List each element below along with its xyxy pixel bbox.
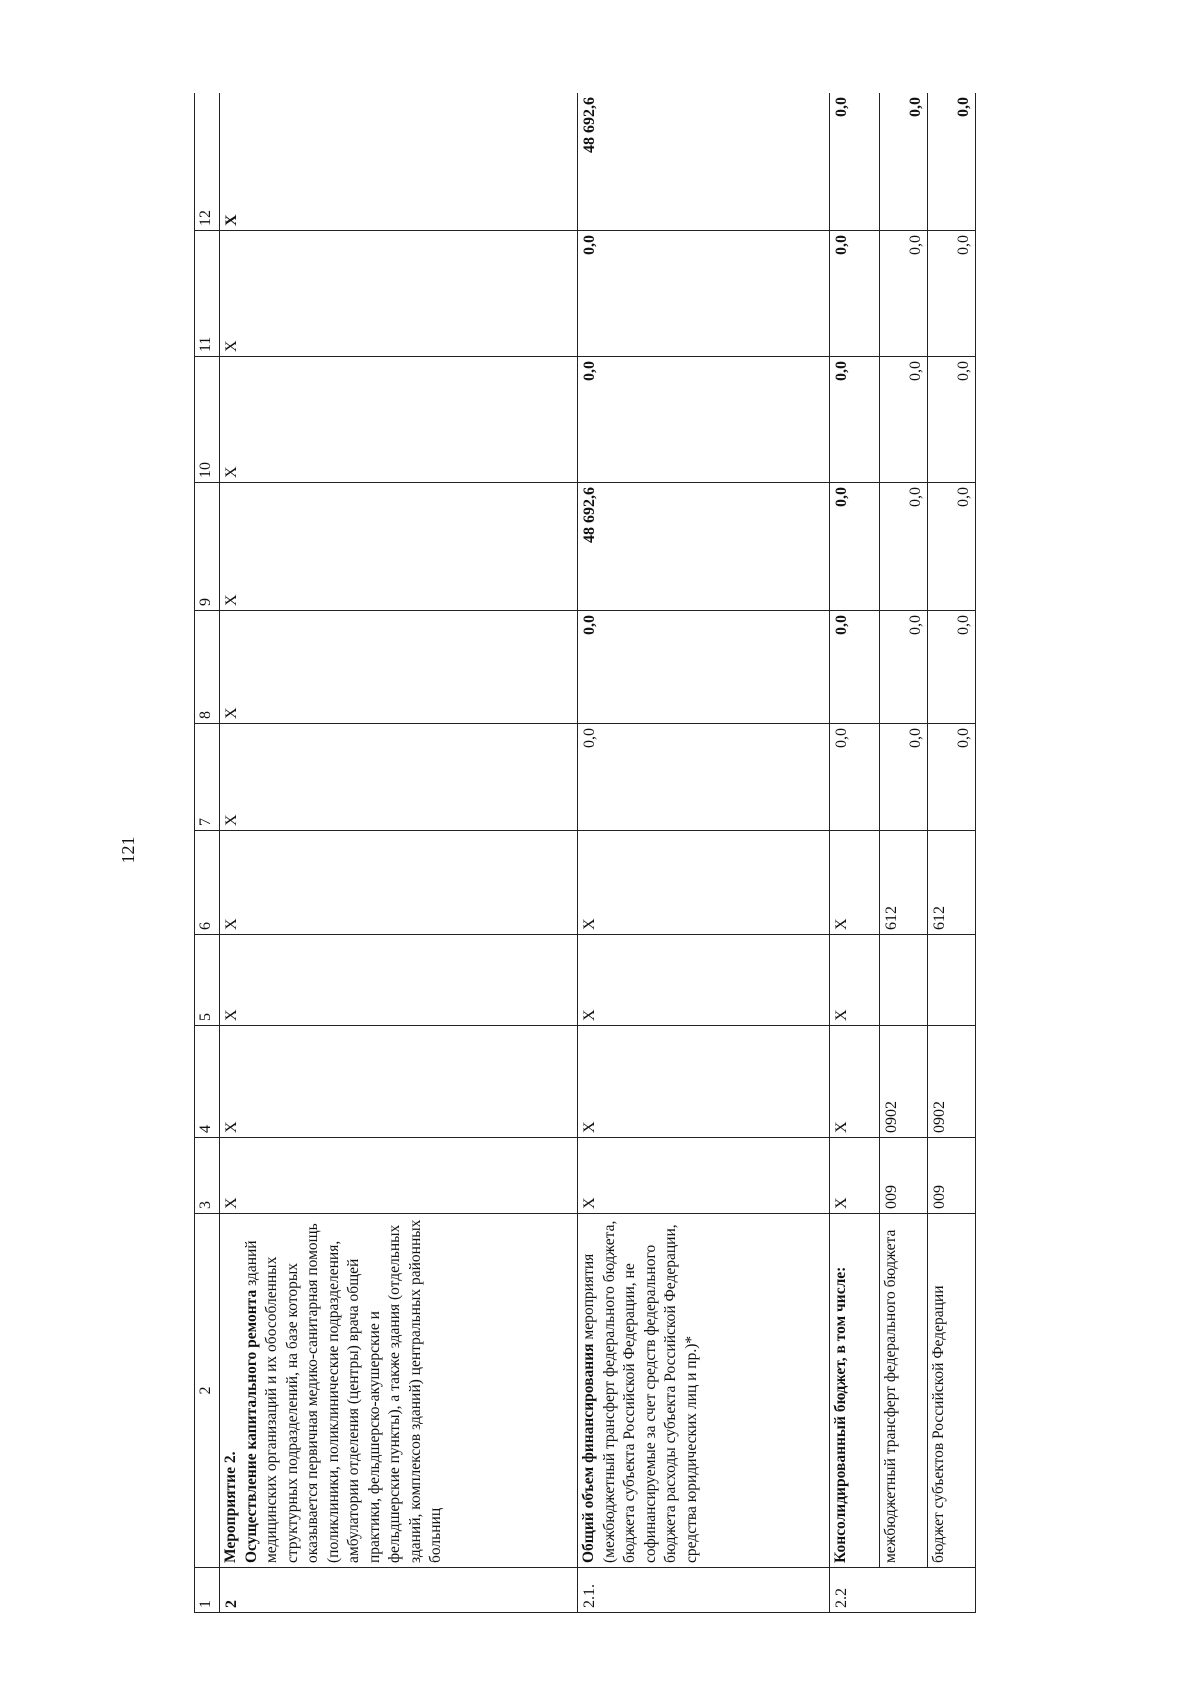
cell-c8: 0,0 [880,611,928,724]
financing-table [194,93,976,1613]
col-num-4: 4 [195,1026,220,1138]
cell-c4: Х [220,1026,578,1138]
cell-c7: 0,0 [578,724,830,831]
cell-c12: 0,0 [928,93,976,231]
col-num-7: 7 [195,724,220,831]
cell-c10: 0,0 [578,357,830,483]
cell-c10: 0,0 [830,357,880,483]
cell-c3: Х [830,1138,880,1214]
cell-c3: 009 [928,1138,976,1214]
cell-c9: 0,0 [880,483,928,611]
row-text: зданий медицинских организаций и их обособленных структурных подразделений, на базе которых оказывается первичная медико-санитарная помощь (поликлиники, поликлинические подразделения, амбулатории отделения (центры) врача общей практики, фельдшерско-акушерские и фельдшерские пункты), а также здания (отдельных зданий, комплексов зданий) центральных районных больниц [242,1219,444,1563]
cell-c7: 0,0 [880,724,928,831]
cell-c7: Х [220,724,578,831]
cell-c3: Х [578,1138,830,1214]
cell-c8: 0,0 [830,611,880,724]
cell-c4: 0902 [880,1026,928,1138]
rotated-table-sheet [194,93,1074,1613]
cell-c5: Х [220,935,578,1026]
cell-c5: Х [830,935,880,1026]
row-number: 2 [220,1568,578,1613]
page-number: 121 [118,836,138,864]
row-description: Консолидированный бюджет, в том числе: [830,1214,880,1568]
table-row-2-2-transfer [880,93,928,1613]
table-row-2-2 [830,93,880,1613]
row-description: межбюджетный трансферт федерального бюджета [880,1214,928,1568]
col-num-10: 10 [195,357,220,483]
col-num-1: 1 [195,1568,220,1613]
col-num-5: 5 [195,935,220,1026]
row-description: бюджет субъектов Российской Федерации [928,1214,976,1568]
cell-c5 [928,935,976,1026]
cell-c8: 0,0 [578,611,830,724]
cell-c10: 0,0 [928,357,976,483]
col-num-8: 8 [195,611,220,724]
cell-c6: Х [578,831,830,935]
cell-c11: 0,0 [928,231,976,357]
column-number-row [195,93,220,1613]
cell-c4: 0902 [928,1026,976,1138]
table-row-2-2-subject-budget [928,93,976,1613]
cell-c6: Х [220,831,578,935]
cell-c11: 0,0 [578,231,830,357]
cell-c9: 48 692,6 [578,483,830,611]
cell-c4: Х [830,1026,880,1138]
cell-c9: 0,0 [928,483,976,611]
cell-c12: 0,0 [880,93,928,231]
cell-c12: 0,0 [830,93,880,231]
row-bold-text: Общий объем финансирования [580,1343,597,1563]
col-num-6: 6 [195,831,220,935]
cell-c8: Х [220,611,578,724]
cell-c4: Х [578,1026,830,1138]
cell-c11: 0,0 [880,231,928,357]
col-num-9: 9 [195,483,220,611]
cell-c12: Х [220,93,578,231]
cell-c5: Х [578,935,830,1026]
col-num-12: 12 [195,93,220,231]
cell-c7: 0,0 [830,724,880,831]
cell-c10: 0,0 [880,357,928,483]
cell-c9: 0,0 [830,483,880,611]
cell-c5 [880,935,928,1026]
row-description [220,1214,578,1568]
table-row-2-1 [578,93,830,1613]
cell-c8: 0,0 [928,611,976,724]
cell-c6: 612 [928,831,976,935]
row-title: Мероприятие 2. [222,1451,239,1563]
col-num-2: 2 [195,1214,220,1568]
row-bold-text: Осуществление капитального ремонта [242,1289,260,1563]
cell-c11: Х [220,231,578,357]
col-num-11: 11 [195,231,220,357]
row-text: мероприятия (межбюджетный трансферт федерального бюджета, бюджета субъекта Российской Федерации, не софинансируемые за счет средств федерального бюджета расходы субъекта Российской Федерации, средства юридических лиц и пр.)* [580,1220,700,1563]
row-number: 2.2 [830,1568,976,1613]
row-description [578,1214,830,1568]
cell-c6: Х [830,831,880,935]
cell-c9: Х [220,483,578,611]
cell-c12: 48 692,6 [578,93,830,231]
cell-c3: Х [220,1138,578,1214]
col-num-3: 3 [195,1138,220,1214]
cell-c3: 009 [880,1138,928,1214]
row-number: 2.1. [578,1568,830,1613]
table-row-2 [220,93,578,1613]
cell-c10: Х [220,357,578,483]
cell-c7: 0,0 [928,724,976,831]
cell-c6: 612 [880,831,928,935]
cell-c11: 0,0 [830,231,880,357]
